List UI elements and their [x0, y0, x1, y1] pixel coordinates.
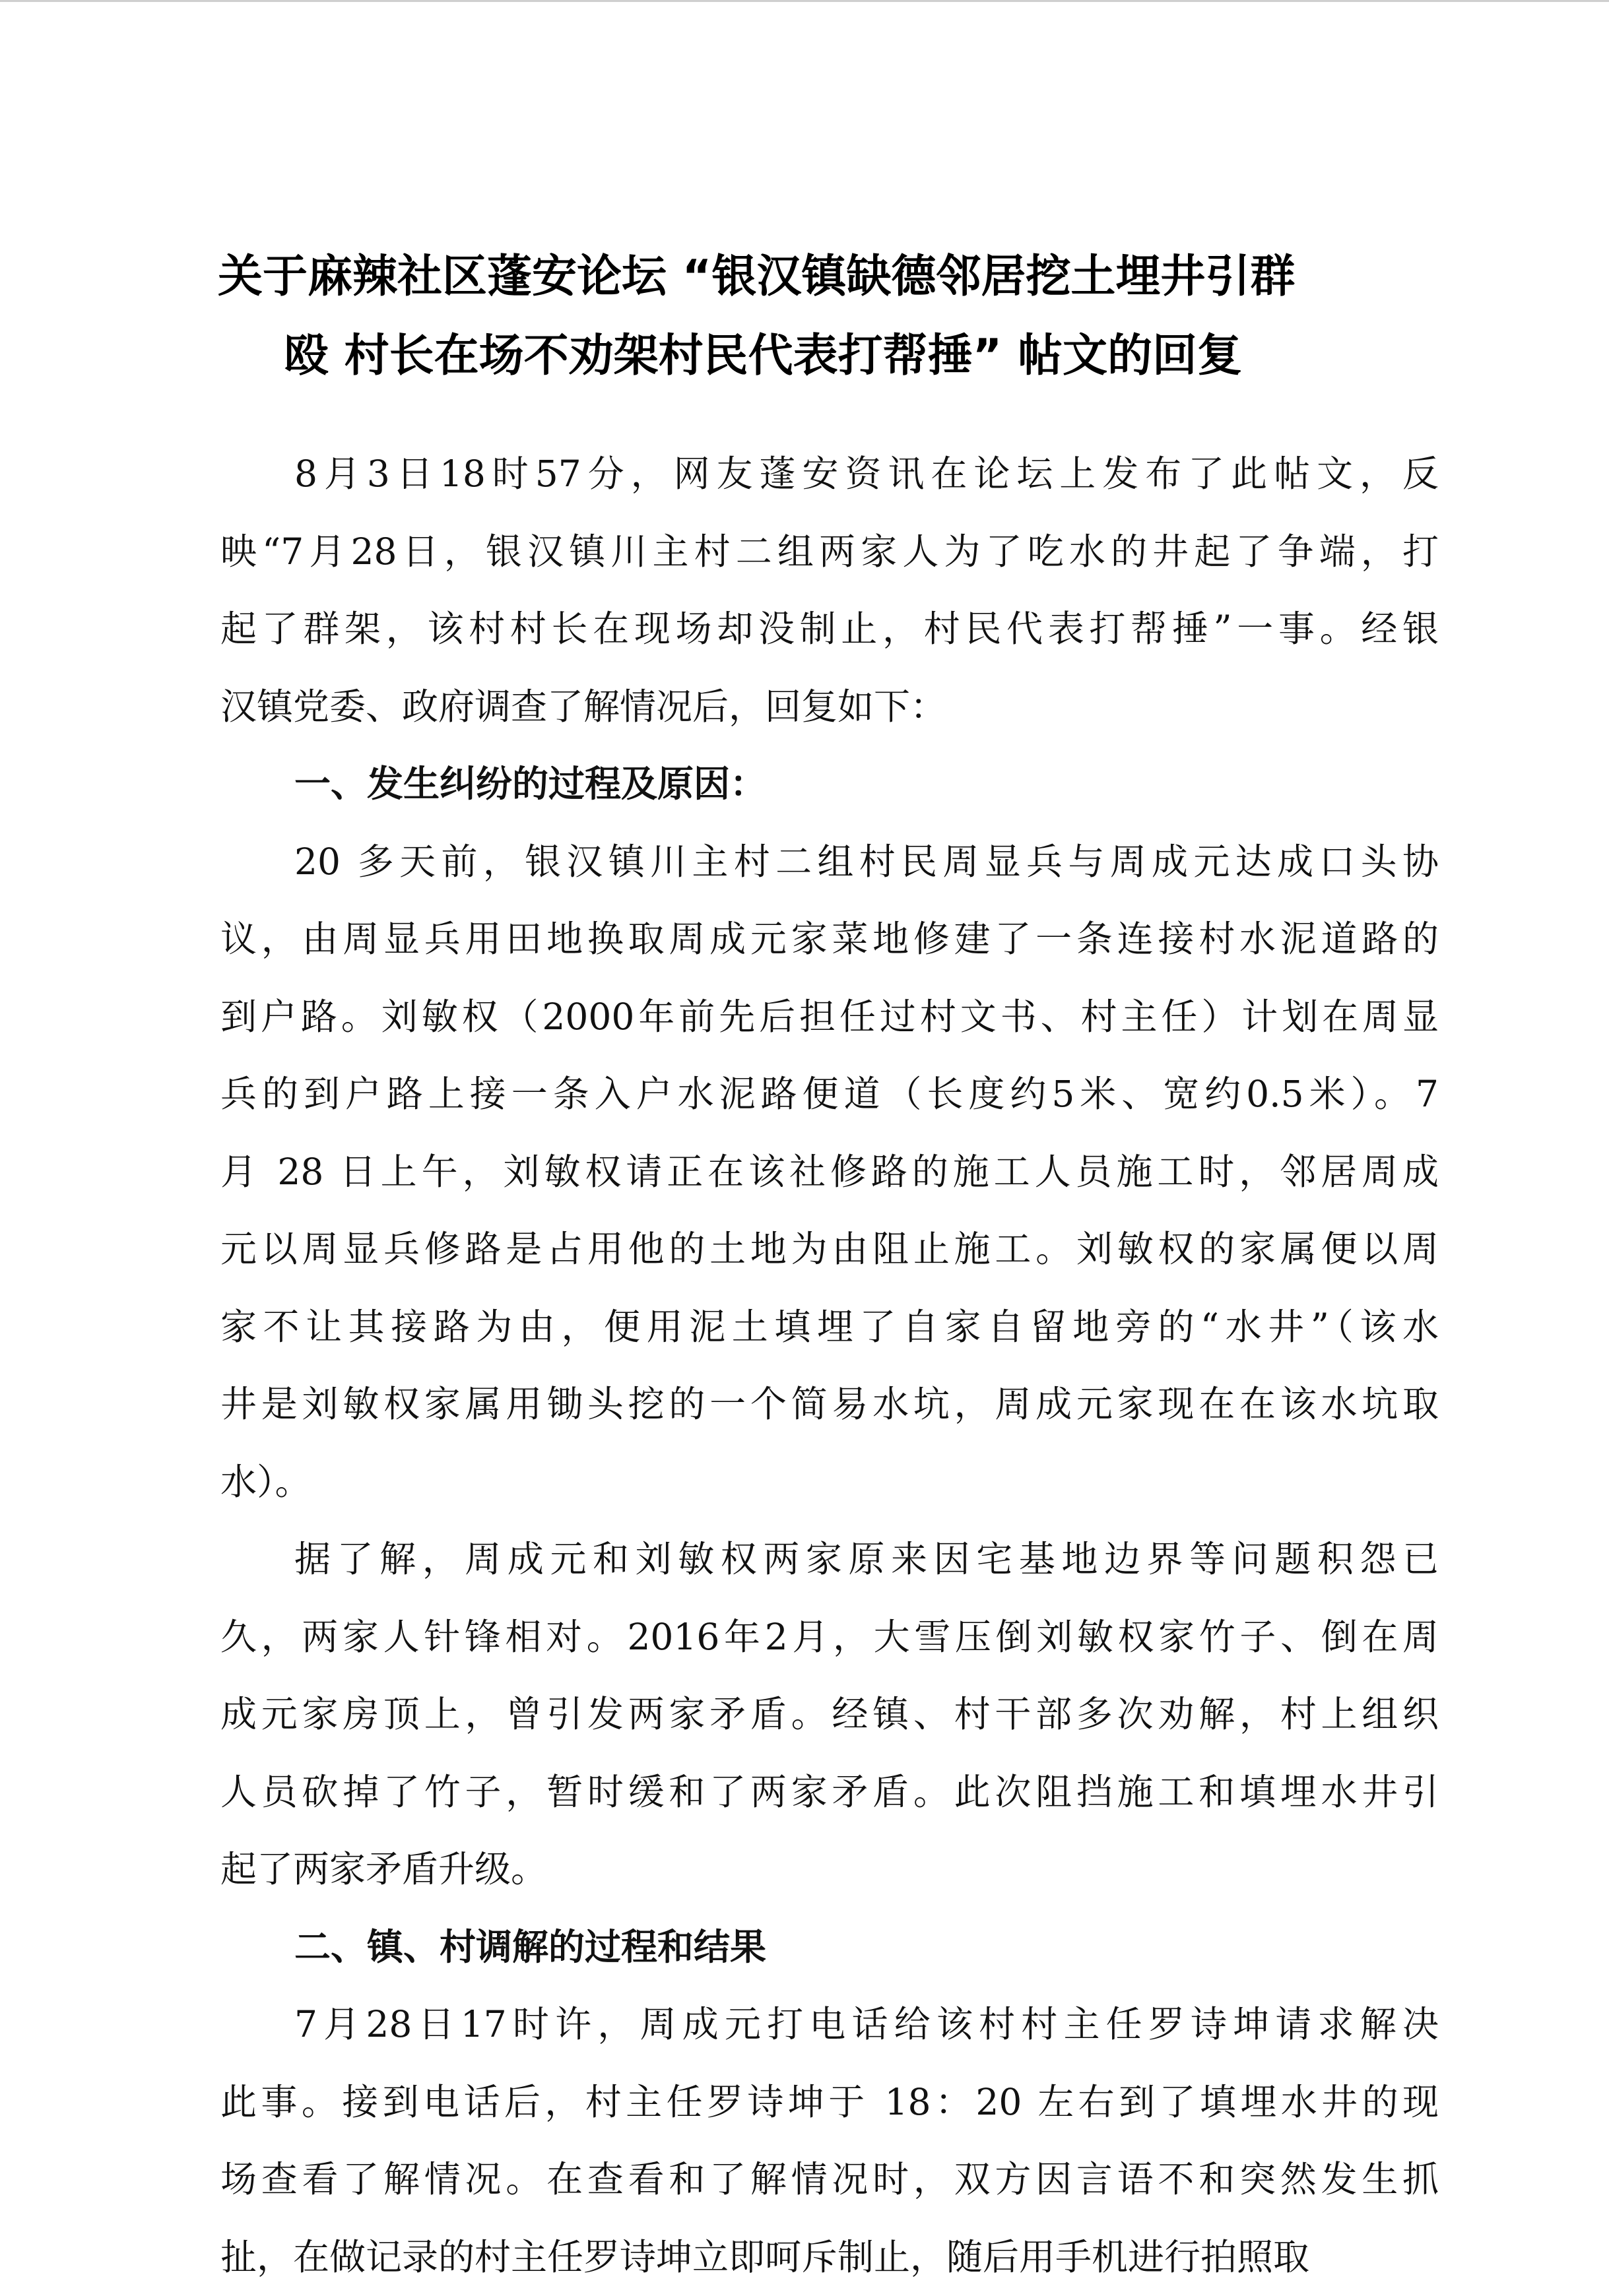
paragraph-line: 兵的到户路上接一条入户水泥路便道（长度约5米、宽约0.5米）。7: [220, 1056, 1439, 1133]
heading-text: 一、发生纠纷的过程及原因：: [220, 746, 1439, 823]
paragraph: [220, 1986, 1439, 2296]
section-heading: [220, 1909, 1439, 1987]
paragraph-line: 井是刘敏权家属用锄头挖的一个简易水坑，周成元家现在在该水坑取: [220, 1366, 1439, 1444]
paragraph-line: 映“7月28日，银汉镇川主村二组两家人为了吃水的井起了争端，打: [220, 513, 1439, 591]
paragraph-line: 久，两家人针锋相对。2016年2月，大雪压倒刘敏权家竹子、倒在周: [220, 1599, 1439, 1676]
document-title-line-1: 关于麻辣社区蓬安论坛 “银汉镇缺德邻居挖土埋井引群: [218, 241, 1472, 305]
paragraph-line: 7月28日17时许，周成元打电话给该村村主任罗诗坤请求解决: [220, 1986, 1439, 2064]
paragraph-line: 20 多天前，银汉镇川主村二组村民周显兵与周成元达成口头协: [220, 823, 1439, 901]
document-title-line-2: 殴 村长在场不劝架村民代表打帮捶” 帖文的回复: [284, 320, 1538, 384]
paragraph-line: 起了两家矛盾升级。: [220, 1831, 1439, 1909]
paragraph-line: 到户路。刘敏权（2000年前先后担任过村文书、村主任）计划在周显: [220, 978, 1439, 1056]
paragraph: [220, 435, 1439, 746]
paragraph-line: 家不让其接路为由，便用泥土填埋了自家自留地旁的“水井”（该水: [220, 1289, 1439, 1366]
paragraph-line: 据了解，周成元和刘敏权两家原来因宅基地边界等问题积怨已: [220, 1521, 1439, 1599]
paragraph-line: 场查看了解情况。在查看和了解情况时，双方因言语不和突然发生抓: [220, 2141, 1439, 2219]
paragraph-line: 水）。: [220, 1444, 1439, 1521]
paragraph-line: 人员砍掉了竹子，暂时缓和了两家矛盾。此次阻挡施工和填埋水井引: [220, 1754, 1439, 1832]
paragraph-line: 汉镇党委、政府调查了解情况后，回复如下：: [220, 668, 1439, 746]
paragraph-line: 此事。接到电话后，村主任罗诗坤于 18：20 左右到了填埋水井的现: [220, 2064, 1439, 2142]
paragraph: [220, 1521, 1439, 1909]
paragraph-line: 成元家房顶上，曾引发两家矛盾。经镇、村干部多次劝解，村上组织: [220, 1676, 1439, 1754]
heading-text: 二、镇、村调解的过程和结果: [220, 1909, 1439, 1987]
paragraph-line: 8月3日18时57分，网友蓬安资讯在论坛上发布了此帖文，反: [220, 435, 1439, 513]
section-heading: [220, 746, 1439, 823]
paragraph-line: 扯，在做记录的村主任罗诗坤立即呵斥制止，随后用手机进行拍照取: [220, 2219, 1439, 2296]
paragraph: [220, 823, 1439, 1521]
scan-edge: [0, 0, 1609, 2]
document-body: [220, 435, 1439, 2296]
paragraph-line: 起了群架，该村村长在现场却没制止，村民代表打帮捶”一事。经银: [220, 590, 1439, 668]
paragraph-line: 议，由周显兵用田地换取周成元家菜地修建了一条连接村水泥道路的: [220, 901, 1439, 978]
paragraph-line: 月 28 日上午，刘敏权请正在该社修路的施工人员施工时，邻居周成: [220, 1133, 1439, 1211]
paragraph-line: 元以周显兵修路是占用他的土地为由阻止施工。刘敏权的家属便以周: [220, 1211, 1439, 1289]
